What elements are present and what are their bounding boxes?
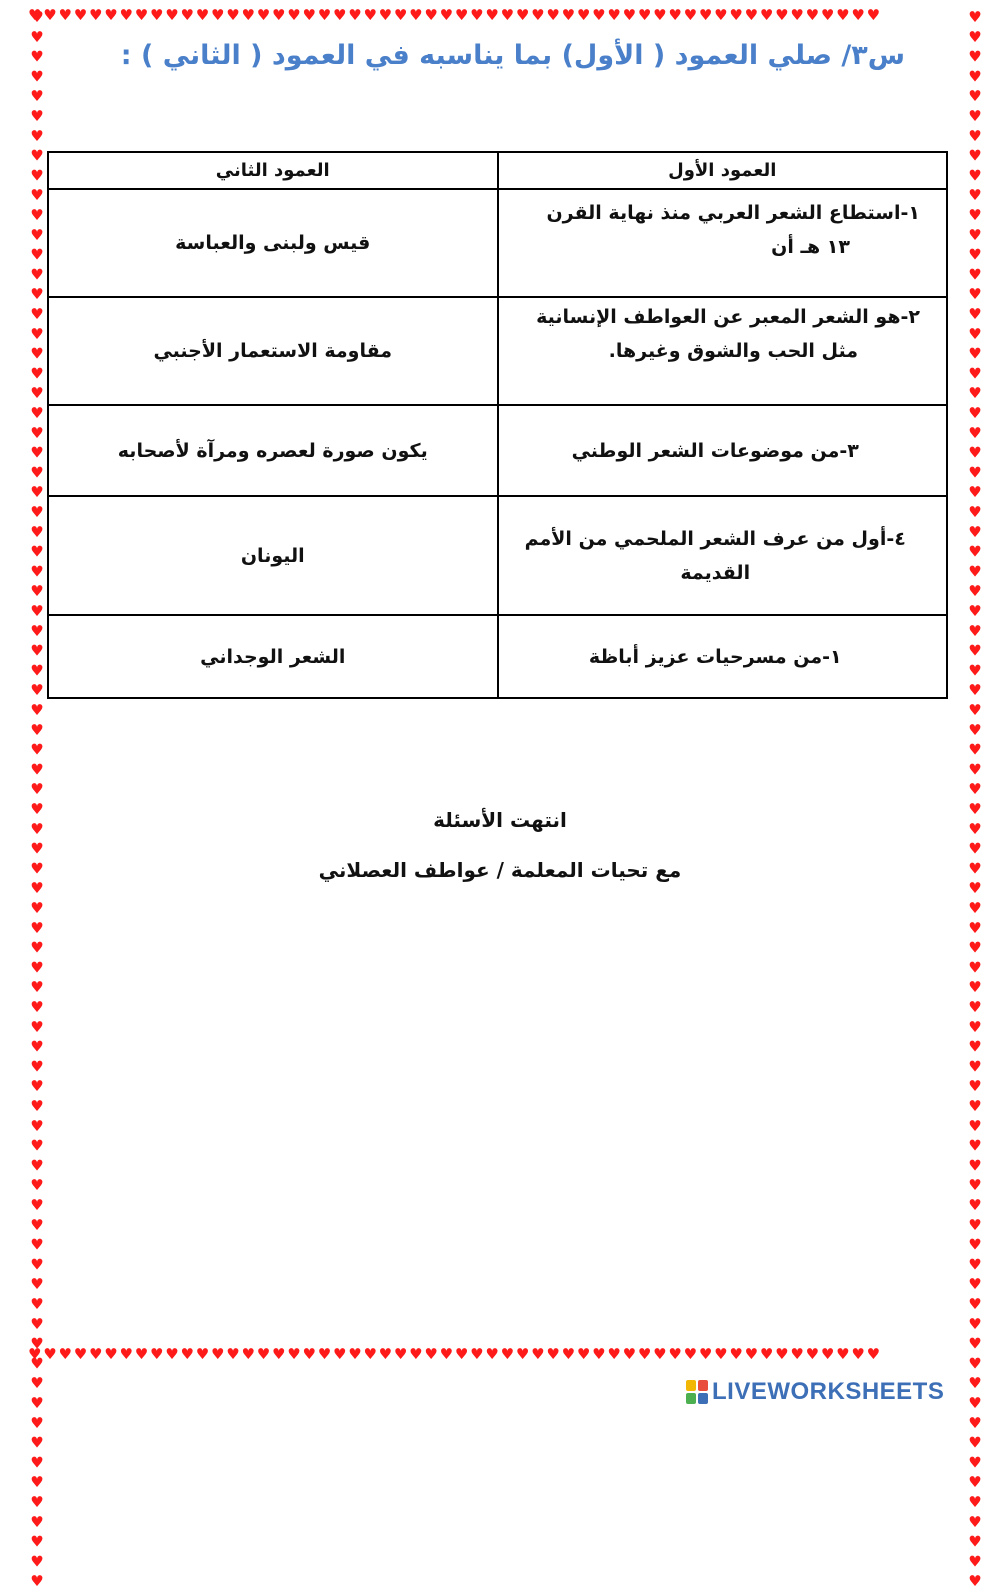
logo-text: LIVEWORKSHEETS (712, 1378, 945, 1405)
table-row (48, 405, 947, 496)
table-row (48, 615, 947, 698)
table-row (48, 496, 947, 615)
header-second-column: العمود الثاني (48, 152, 498, 189)
second-column-cell[interactable]: مقاومة الاستعمار الأجنبي (48, 297, 498, 405)
heart-border-left: ♥♥♥♥♥♥♥♥♥♥♥♥♥♥♥♥♥♥♥♥♥♥♥♥♥♥♥♥♥♥♥♥♥♥♥♥♥♥♥♥♥♥♥♥♥♥♥♥♥♥♥♥♥♥♥♥♥♥♥♥♥♥♥♥♥♥♥♥♥♥♥♥♥♥♥♥♥♥♥♥ (28, 8, 46, 1592)
second-column-cell[interactable]: اليونان (48, 496, 498, 615)
table-row (48, 297, 947, 405)
cell-line: ١-من مسرحيات عزيز أباظة (588, 645, 842, 668)
cell-line: ٤-أول من عرف الشعر الملحمي من الأمم (524, 527, 906, 550)
first-column-cell[interactable] (498, 189, 948, 297)
header-first-column: العمود الأول (498, 152, 948, 189)
cell-line: ٢-هو الشعر المعبر عن العواطف الإنسانية (536, 306, 920, 328)
second-column-cell[interactable]: يكون صورة لعصره ومرآة لأصحابه (48, 405, 498, 496)
first-column-cell[interactable] (498, 405, 948, 496)
table-row (48, 189, 947, 297)
second-column-cell[interactable]: قيس ولبنى والعباسة (48, 189, 498, 297)
cell-line: مثل الحب والشوق وغيرها. (608, 340, 858, 362)
second-column-cell[interactable]: الشعر الوجداني (48, 615, 498, 698)
cell-line: ١٣ هـ أن (771, 236, 850, 258)
closing-line: انتهت الأسئلة (433, 808, 567, 832)
question-title: س٣/ صلي العمود ( الأول) بما يناسبه في العمود ( الثاني ) : (120, 40, 905, 71)
first-column-cell[interactable] (498, 615, 948, 698)
first-column-cell[interactable] (498, 297, 948, 405)
liveworksheets-logo[interactable] (686, 1376, 996, 1408)
matching-table (47, 151, 948, 699)
first-column-cell[interactable] (498, 496, 948, 615)
logo-icon (686, 1380, 708, 1404)
table-header-row (48, 152, 947, 189)
cell-line: ٣-من موضوعات الشعر الوطني (571, 439, 859, 462)
heart-border-bottom: ♥♥♥♥♥♥♥♥♥♥♥♥♥♥♥♥♥♥♥♥♥♥♥♥♥♥♥♥♥♥♥♥♥♥♥♥♥♥♥♥♥♥♥♥♥♥♥♥♥♥♥♥♥♥♥♥ (28, 1345, 882, 1363)
cell-line: ١-استطاع الشعر العربي منذ نهاية القرن (546, 202, 920, 224)
heart-border-top: ♥♥♥♥♥♥♥♥♥♥♥♥♥♥♥♥♥♥♥♥♥♥♥♥♥♥♥♥♥♥♥♥♥♥♥♥♥♥♥♥♥♥♥♥♥♥♥♥♥♥♥♥♥♥♥♥ (28, 6, 882, 24)
cell-line: القديمة (680, 561, 751, 584)
heart-border-right: ♥♥♥♥♥♥♥♥♥♥♥♥♥♥♥♥♥♥♥♥♥♥♥♥♥♥♥♥♥♥♥♥♥♥♥♥♥♥♥♥♥♥♥♥♥♥♥♥♥♥♥♥♥♥♥♥♥♥♥♥♥♥♥♥♥♥♥♥♥♥♥♥♥♥♥♥♥♥♥♥ (966, 8, 984, 1592)
teacher-signature: مع تحيات المعلمة / عواطف العصلاني (318, 858, 682, 882)
